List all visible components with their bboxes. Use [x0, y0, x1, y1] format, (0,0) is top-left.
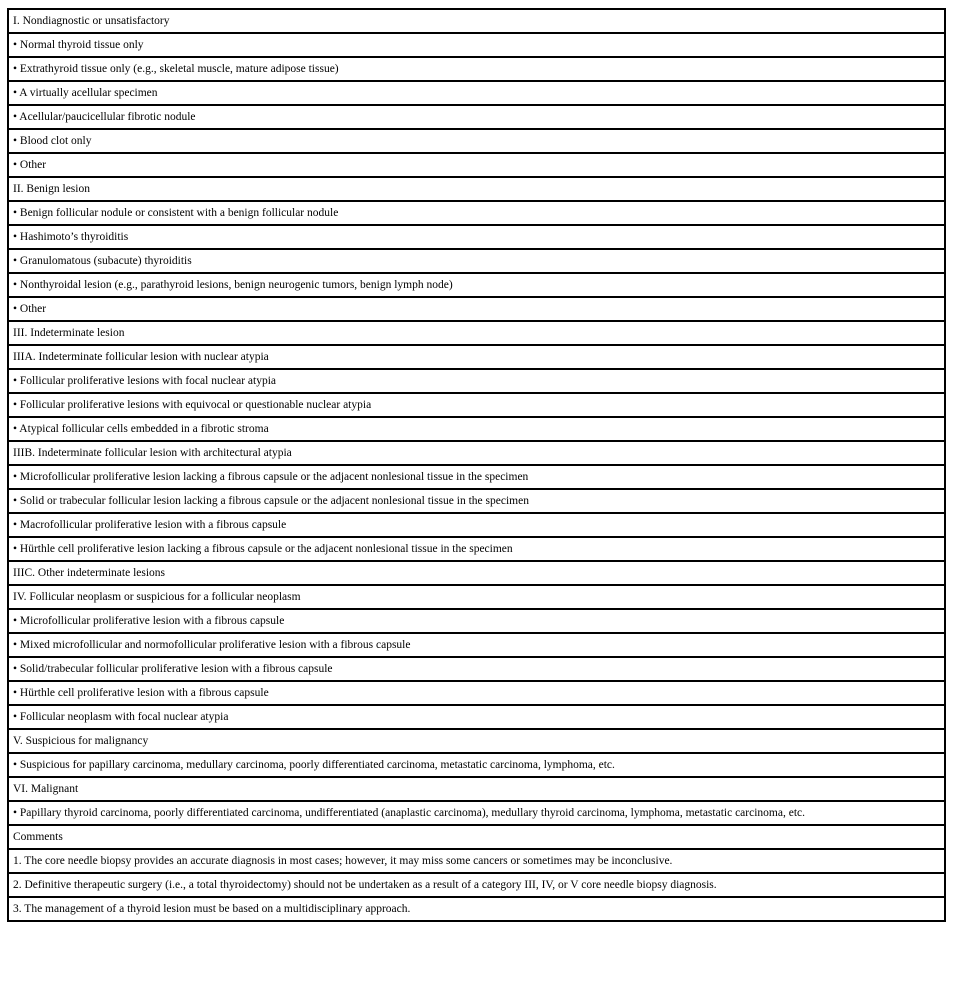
table-cell-category-iiia: IIIA. Indeterminate follicular lesion with nuclear atypia: [8, 345, 945, 369]
table-cell: • Solid/trabecular follicular proliferative lesion with a fibrous capsule: [8, 657, 945, 681]
table-row: [8, 249, 945, 273]
table-cell: • Follicular proliferative lesions with equivocal or questionable nuclear atypia: [8, 393, 945, 417]
table-cell: • Other: [8, 153, 945, 177]
table-cell: • Suspicious for papillary carcinoma, medullary carcinoma, poorly differentiated carcinoma, metastatic carcinoma, lymphoma, etc.: [8, 753, 945, 777]
table-row: [8, 177, 945, 201]
table-cell: • Granulomatous (subacute) thyroiditis: [8, 249, 945, 273]
table-cell: • Papillary thyroid carcinoma, poorly differentiated carcinoma, undifferentiated (anaplastic carcinoma), medullary thyroid carcinoma, lymphoma, metastatic carcinoma, etc.: [8, 801, 945, 825]
classification-table: [7, 8, 946, 922]
table-row: [8, 513, 945, 537]
classification-table-body: [8, 9, 945, 921]
table-cell: • Microfollicular proliferative lesion with a fibrous capsule: [8, 609, 945, 633]
table-cell-comment: 3. The management of a thyroid lesion must be based on a multidisciplinary approach.: [8, 897, 945, 921]
table-row: [8, 153, 945, 177]
table-cell: • Other: [8, 297, 945, 321]
table-row: [8, 129, 945, 153]
table-row: [8, 657, 945, 681]
table-row: [8, 777, 945, 801]
table-row: [8, 225, 945, 249]
table-row: [8, 561, 945, 585]
table-cell-category-v: V. Suspicious for malignancy: [8, 729, 945, 753]
table-cell: • Blood clot only: [8, 129, 945, 153]
table-cell-category-iiic: IIIC. Other indeterminate lesions: [8, 561, 945, 585]
table-cell: • A virtually acellular specimen: [8, 81, 945, 105]
table-cell-category-i: I. Nondiagnostic or unsatisfactory: [8, 9, 945, 33]
table-cell-category-ii: II. Benign lesion: [8, 177, 945, 201]
table-row: [8, 321, 945, 345]
classification-table-container: [7, 8, 946, 922]
table-row: [8, 825, 945, 849]
table-row: [8, 489, 945, 513]
table-row: [8, 705, 945, 729]
table-cell: • Nonthyroidal lesion (e.g., parathyroid lesions, benign neurogenic tumors, benign lymph node): [8, 273, 945, 297]
table-row: [8, 753, 945, 777]
table-row: [8, 9, 945, 33]
table-cell: • Extrathyroid tissue only (e.g., skeletal muscle, mature adipose tissue): [8, 57, 945, 81]
table-row: [8, 729, 945, 753]
table-cell: • Normal thyroid tissue only: [8, 33, 945, 57]
table-row: [8, 273, 945, 297]
table-cell: • Hürthle cell proliferative lesion lacking a fibrous capsule or the adjacent nonlesional tissue in the specimen: [8, 537, 945, 561]
table-row: [8, 633, 945, 657]
table-row: [8, 393, 945, 417]
table-row: [8, 369, 945, 393]
table-row: [8, 345, 945, 369]
table-row: [8, 201, 945, 225]
table-cell: • Macrofollicular proliferative lesion with a fibrous capsule: [8, 513, 945, 537]
table-cell: • Mixed microfollicular and normofollicular proliferative lesion with a fibrous capsule: [8, 633, 945, 657]
table-row: [8, 873, 945, 897]
table-row: [8, 417, 945, 441]
table-row: [8, 81, 945, 105]
table-row: [8, 57, 945, 81]
table-row: [8, 33, 945, 57]
table-row: [8, 681, 945, 705]
table-cell-category-vi: VI. Malignant: [8, 777, 945, 801]
table-cell: • Atypical follicular cells embedded in a fibrotic stroma: [8, 417, 945, 441]
table-row: [8, 609, 945, 633]
table-row: [8, 537, 945, 561]
table-row: [8, 897, 945, 921]
table-cell: • Solid or trabecular follicular lesion lacking a fibrous capsule or the adjacent nonlesional tissue in the specimen: [8, 489, 945, 513]
table-cell-category-iii: III. Indeterminate lesion: [8, 321, 945, 345]
table-cell: • Hashimoto’s thyroiditis: [8, 225, 945, 249]
table-row: [8, 585, 945, 609]
table-row: [8, 465, 945, 489]
table-cell: • Acellular/paucicellular fibrotic nodule: [8, 105, 945, 129]
table-cell-comments-heading: Comments: [8, 825, 945, 849]
table-cell: • Microfollicular proliferative lesion lacking a fibrous capsule or the adjacent nonlesional tissue in the specimen: [8, 465, 945, 489]
table-cell: • Benign follicular nodule or consistent with a benign follicular nodule: [8, 201, 945, 225]
table-cell-comment: 1. The core needle biopsy provides an accurate diagnosis in most cases; however, it may miss some cancers or sometimes may be inconclusive.: [8, 849, 945, 873]
table-row: [8, 297, 945, 321]
table-row: [8, 801, 945, 825]
table-cell-comment: 2. Definitive therapeutic surgery (i.e., a total thyroidectomy) should not be undertaken as a result of a category III, IV, or V core needle biopsy diagnosis.: [8, 873, 945, 897]
table-cell-category-iiib: IIIB. Indeterminate follicular lesion with architectural atypia: [8, 441, 945, 465]
table-cell: • Hürthle cell proliferative lesion with a fibrous capsule: [8, 681, 945, 705]
table-row: [8, 441, 945, 465]
table-row: [8, 105, 945, 129]
table-row: [8, 849, 945, 873]
table-cell: • Follicular proliferative lesions with focal nuclear atypia: [8, 369, 945, 393]
table-cell-category-iv: IV. Follicular neoplasm or suspicious for a follicular neoplasm: [8, 585, 945, 609]
table-cell: • Follicular neoplasm with focal nuclear atypia: [8, 705, 945, 729]
